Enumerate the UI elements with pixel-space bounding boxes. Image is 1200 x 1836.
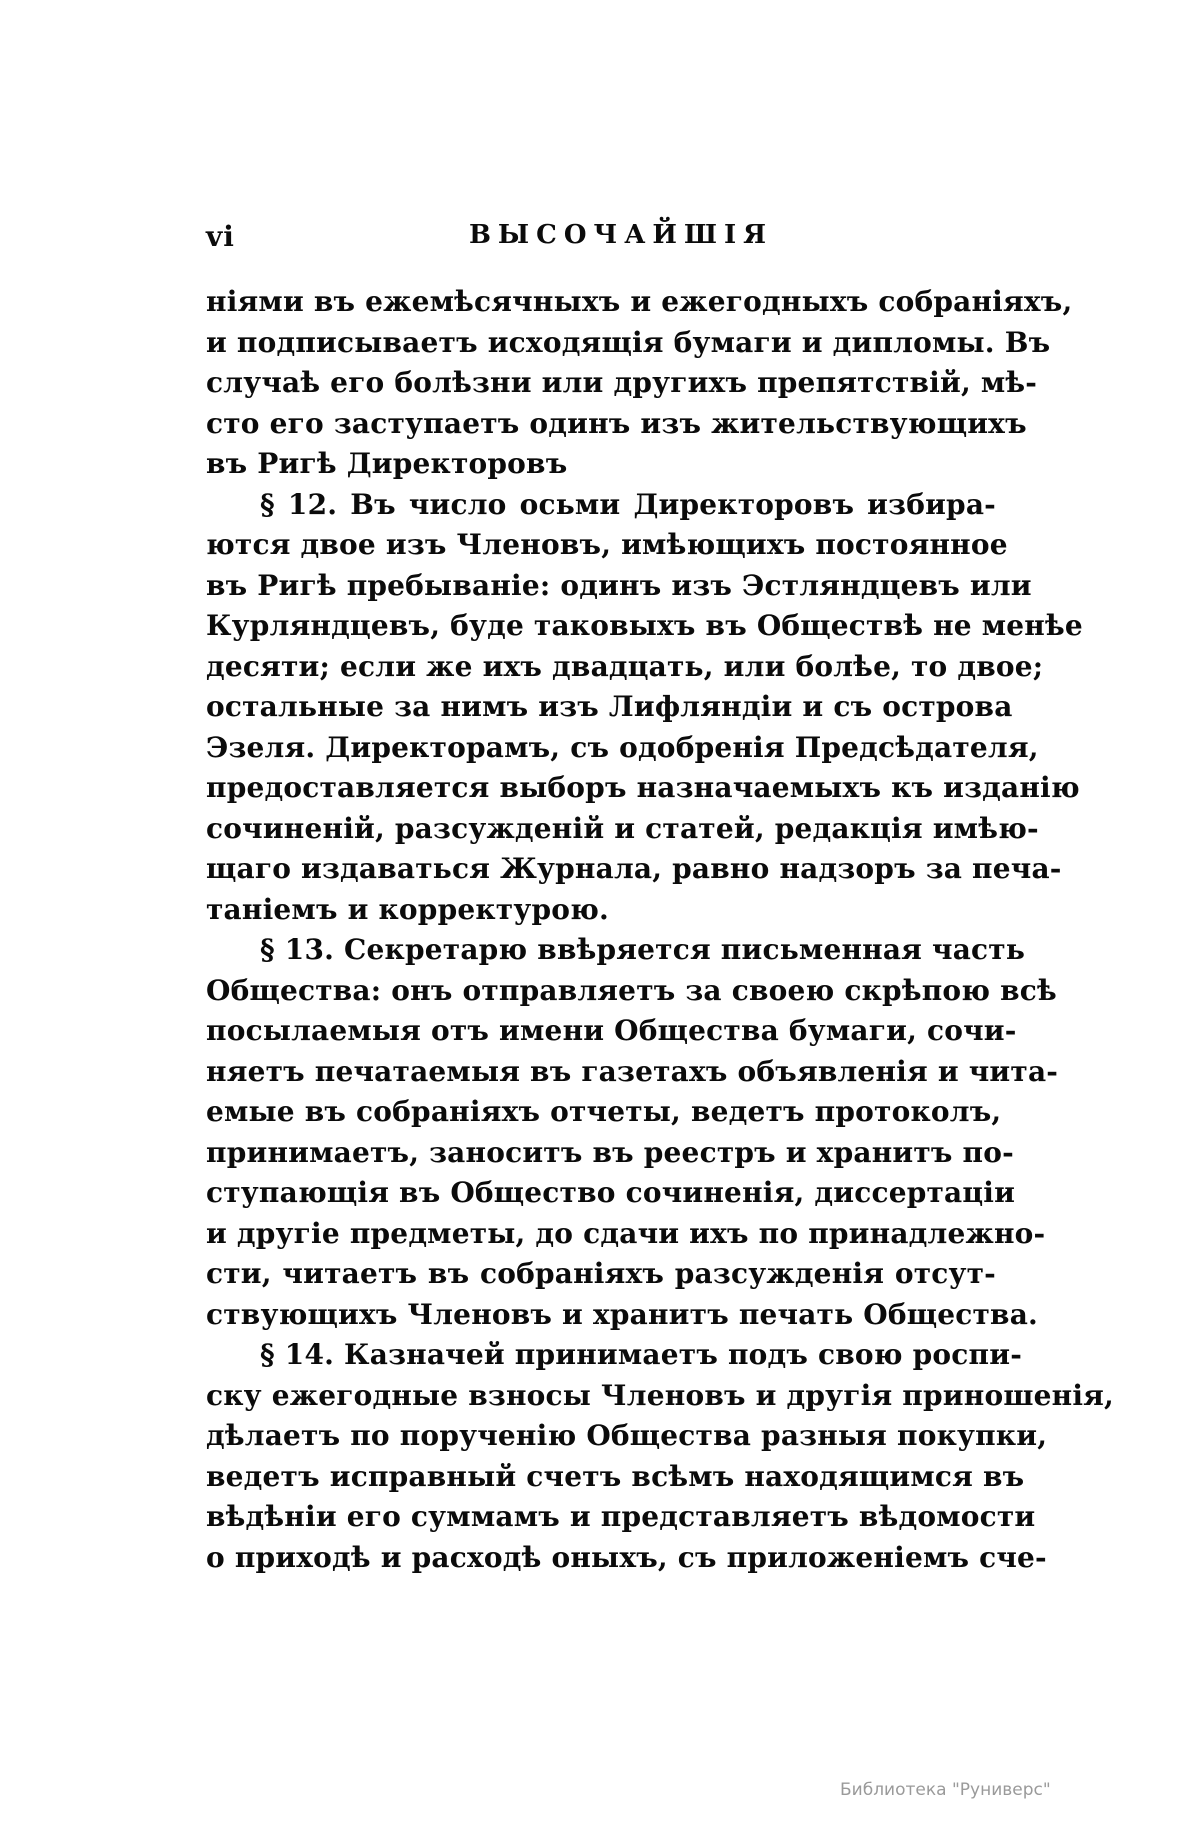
- text-line: вѣдѣніи его суммамъ и представляетъ вѣдомости: [206, 1500, 1036, 1533]
- library-watermark: Библиотека "Руниверс": [840, 1780, 1051, 1800]
- text-line: ступающія въ Общество сочиненія, диссертаціи: [206, 1176, 1016, 1209]
- text-line: десяти; если же ихъ двадцать, или болѣе, то двое;: [206, 649, 1044, 683]
- text-line: и подписываетъ исходящія бумаги и дипломы. Въ: [206, 325, 1051, 359]
- text-line: въ Ригѣ пребываніе: одинъ изъ Эстляндцевъ или: [206, 568, 1032, 602]
- text-line: таніемъ и корректурою.: [206, 892, 609, 926]
- text-line: о приходѣ и расходѣ оныхъ, съ приложеніемъ сче-: [206, 1540, 1047, 1574]
- page-number: vi: [206, 220, 235, 253]
- text-line: дѣлаетъ по порученію Общества разныя покупки,: [206, 1419, 1048, 1452]
- text-line: Курляндцевъ, буде таковыхъ въ Обществѣ не менѣе: [206, 609, 1083, 642]
- text-line: остальные за нимъ изъ Лифляндіи и съ острова: [206, 690, 1013, 723]
- text-line: сто его заступаетъ одинъ изъ жительствующихъ: [206, 406, 1027, 440]
- running-head: [206, 220, 996, 260]
- paragraph-12-start: § 12. Въ число осьми Директоровъ избира-: [260, 487, 996, 521]
- paragraph-14-start: § 14. Казначей принимаетъ подъ свою роспи-: [260, 1338, 1023, 1371]
- paragraph-13-start: § 13. Секретарю ввѣряется письменная часть: [260, 933, 1026, 966]
- text-line: щаго издаваться Журнала, равно надзоръ за печа-: [206, 852, 1062, 885]
- text-line: сти, читаетъ въ собраніяхъ разсужденія отсут-: [206, 1257, 996, 1290]
- text-line: Эзеля. Директорамъ, съ одобренія Предсѣдателя,: [206, 730, 1039, 764]
- text-line: ются двое изъ Членовъ, имѣющихъ постоянное: [206, 528, 1008, 561]
- body-text: [206, 282, 1114, 1578]
- running-title: ВЫСОЧАЙШІЯ: [468, 220, 774, 250]
- text-line: въ Ригѣ Директоровъ: [206, 447, 568, 480]
- text-line: емые въ собраніяхъ отчеты, ведетъ протоколъ,: [206, 1095, 1002, 1128]
- text-line: няетъ печатаемыя въ газетахъ объявленія и чита-: [206, 1054, 1059, 1088]
- text-line: сочиненій, разсужденій и статей, редакція имѣю-: [206, 811, 1039, 845]
- text-line: и другіе предметы, до сдачи ихъ по принадлежно-: [206, 1216, 1046, 1250]
- text-line: ніями въ ежемѣсячныхъ и ежегодныхъ собраніяхъ,: [206, 285, 1073, 318]
- text-line: посылаемыя отъ имени Общества бумаги, сочи-: [206, 1014, 1017, 1047]
- text-line: ствующихъ Членовъ и хранитъ печать Общества.: [206, 1297, 1038, 1331]
- text-line: случаѣ его болѣзни или другихъ препятствій, мѣ-: [206, 366, 1038, 399]
- text-line: принимаетъ, заноситъ въ реестръ и хранитъ по-: [206, 1135, 1014, 1169]
- text-line: ведетъ исправный счетъ всѣмъ находящимся въ: [206, 1459, 1025, 1493]
- text-line: ску ежегодные взносы Членовъ и другія приношенія,: [206, 1378, 1114, 1412]
- text-line: предоставляется выборъ назначаемыхъ къ изданію: [206, 771, 1080, 804]
- text-line: Общества: онъ отправляетъ за своею скрѣпою всѣ: [206, 973, 1057, 1007]
